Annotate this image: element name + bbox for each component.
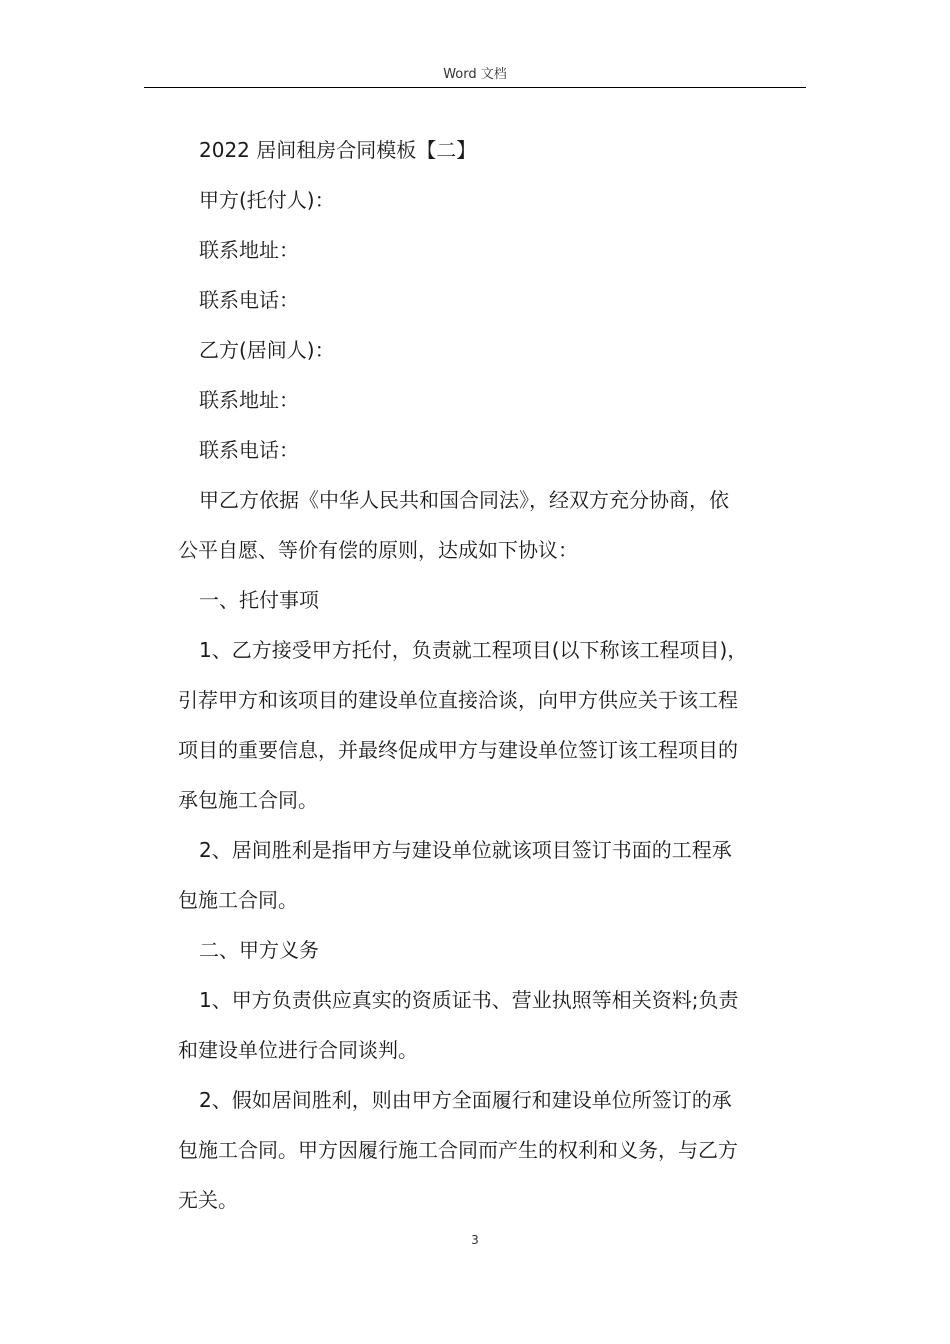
paragraph-line: 包施工合同。 [178, 888, 298, 912]
party-a-phone: 联系电话： [199, 288, 299, 312]
section-heading: 一、托付事项 [199, 588, 319, 612]
party-b-label: 乙方(居间人)： [199, 338, 335, 362]
paragraph-line: 2、居间胜利是指甲方与建设单位就该项目签订书面的工程承 [199, 838, 732, 862]
paragraph-line: 1、乙方接受甲方托付，负责就工程项目(以下称该工程项目)， [199, 638, 748, 662]
page-header: Word 文档 [443, 67, 507, 82]
paragraph-line: 公平自愿、等价有偿的原则，达成如下协议： [178, 538, 578, 562]
section-heading: 二、甲方义务 [199, 938, 319, 962]
page-number: 3 [471, 1233, 479, 1247]
paragraph-line: 承包施工合同。 [178, 788, 318, 812]
party-b-address: 联系地址： [199, 388, 299, 412]
document-body [178, 125, 806, 1225]
party-a-label: 甲方(托付人)： [199, 188, 335, 212]
paragraph-line: 无关。 [178, 1188, 238, 1212]
paragraph-line: 引荐甲方和该项目的建设单位直接洽谈，向甲方供应关于该工程 [178, 688, 738, 712]
paragraph-line: 2、假如居间胜利，则由甲方全面履行和建设单位所签订的承 [199, 1088, 732, 1112]
paragraph-line: 甲乙方依据《中华人民共和国合同法》，经双方充分协商，依 [199, 488, 729, 512]
party-b-phone: 联系电话： [199, 438, 299, 462]
paragraph-line: 和建设单位进行合同谈判。 [178, 1038, 418, 1062]
paragraph-line: 项目的重要信息，并最终促成甲方与建设单位签订该工程项目的 [178, 738, 738, 762]
party-a-address: 联系地址： [199, 238, 299, 262]
document-title: 2022 居间租房合同模板【二】 [199, 138, 477, 162]
header-divider [144, 87, 806, 88]
paragraph-line: 包施工合同。甲方因履行施工合同而产生的权利和义务，与乙方 [178, 1138, 738, 1162]
paragraph-line: 1、甲方负责供应真实的资质证书、营业执照等相关资料;负责 [199, 988, 739, 1012]
